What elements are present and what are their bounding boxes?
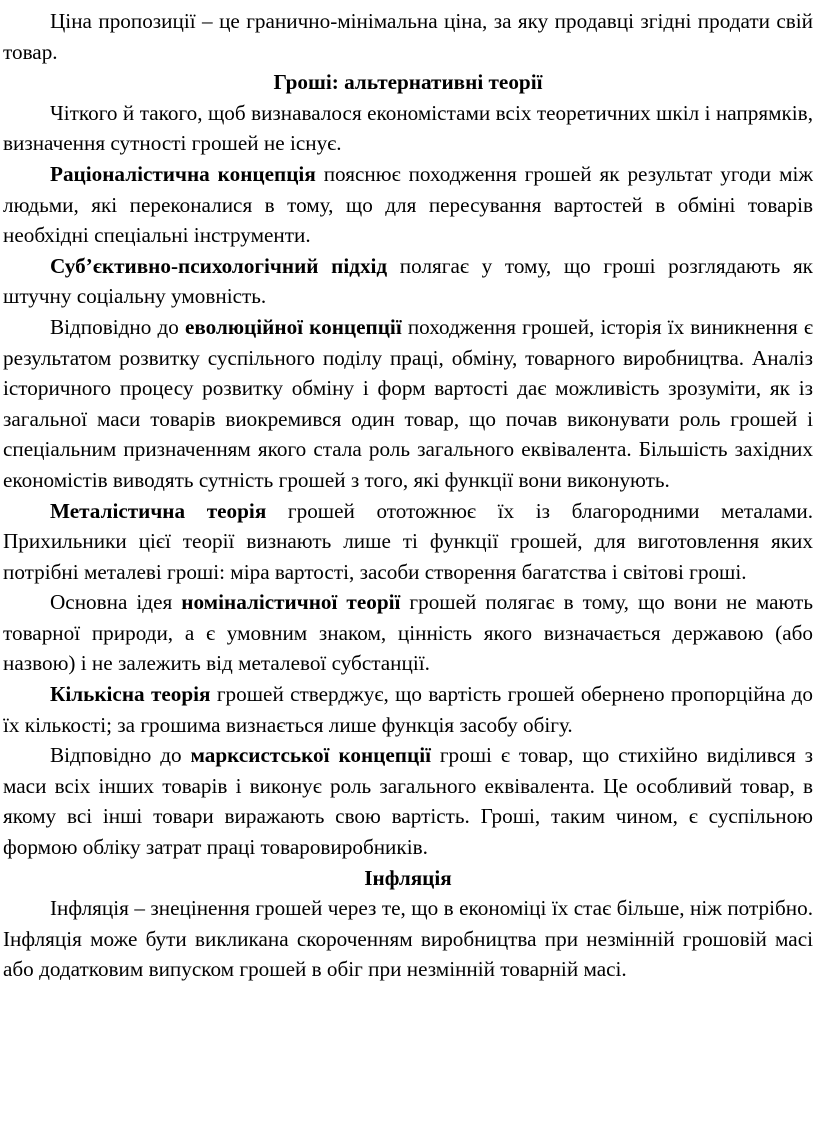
text-run: Відповідно до [50, 743, 191, 768]
bold-term: Суб’єктивно-психологічний підхід [50, 253, 388, 278]
paragraph-nominalist-theory [3, 587, 813, 679]
bold-term: Металістична теорія [50, 498, 267, 523]
text-run: грошей стверджує, що вартість грошей обернено пропорційна до їх кількості; за грошима визнається лише функція засобу обігу. [3, 682, 813, 737]
text-run: грошей полягає в тому, що вони не мають товарної природи, а є умовним знаком, цінність якого визначається державою (або назвою) і не залежить від металевої субстанції. [3, 590, 813, 676]
document-page [3, 6, 813, 985]
text-run: Відповідно до [50, 314, 185, 339]
bold-term: марксистської концепції [190, 743, 431, 768]
paragraph-subjective-approach [3, 251, 813, 312]
bold-term: номіналістичної теорії [181, 590, 401, 615]
text-run: Ціна пропозиції – це гранично-мінімальна ціна, за яку продавці згідні продати свій товар. [3, 9, 813, 64]
paragraph-inflation-definition [3, 893, 813, 985]
text-run: походження грошей, історія їх виникнення є результатом розвитку суспільного поділу праці, обміну, товарного виробництва. Аналіз історичного процесу розвитку обміну і форм вартості дає можливість зрозуміти, як із загальної маси товарів виокремився один товар, що почав виконувати роль грошей і спеціальним призначенням якого стала роль загального еквівалента. Більшість західних економістів виводять сутність грошей з того, які функції вони виконують. [3, 314, 813, 492]
text-run: Чіткого й такого, щоб визнавалося економістами всіх теоретичних шкіл і напрямків, визначення сутності грошей не існує. [3, 100, 813, 156]
bold-term: Кількісна теорія [50, 682, 211, 707]
bold-term: еволюційної концепції [184, 314, 402, 339]
paragraph-rationalist-concept [3, 159, 813, 251]
text-run: Основна ідея [50, 590, 182, 615]
paragraph-marxist-concept [3, 740, 813, 862]
text-run: Інфляція – знецінення грошей через те, що в економіці їх стає більше, ніж потрібно. Інфляція може бути викликана скороченням виробництва при незмінній грошовій масі або додатковим випуском грошей в обіг при незмінній товарній масі. [3, 896, 813, 982]
text-run: пояснює походження грошей як результат угоди між людьми, які переконалися в тому, що для пересування вартостей в обміні товарів необхідні спеціальні інструменти. [3, 161, 813, 248]
bold-term: Раціоналістична концепція [50, 161, 316, 186]
paragraph-evolutionary-concept [3, 312, 813, 496]
text-run: Інфляція [364, 865, 452, 890]
paragraph-money-definition [3, 98, 813, 159]
heading-money-theories [3, 67, 813, 98]
paragraph-metallist-theory [3, 496, 813, 588]
text-run: грошей ототожнює їх із благородними металами. Прихильники цієї теорії визнають лише ті функції грошей, для виготовлення яких потрібні металеві гроші: міра вартості, засоби створення багатства і світові гроші. [3, 498, 813, 584]
text-run: гроші є товар, що стихійно виділився з маси всіх інших товарів і виконує роль загального еквівалента. Це особливий товар, в якому всі інші товари виражають свою вартість. Гроші, таким чином, є суспільною формою обліку затрат праці товаровиробників. [3, 743, 813, 860]
text-run: полягає у тому, що гроші розглядають як штучну соціальну умовність. [3, 253, 813, 309]
paragraph-quantity-theory [3, 679, 813, 740]
text-run: Гроші: альтернативні теорії [273, 70, 543, 95]
paragraph-offer-price [3, 6, 813, 67]
heading-inflation [3, 863, 813, 894]
